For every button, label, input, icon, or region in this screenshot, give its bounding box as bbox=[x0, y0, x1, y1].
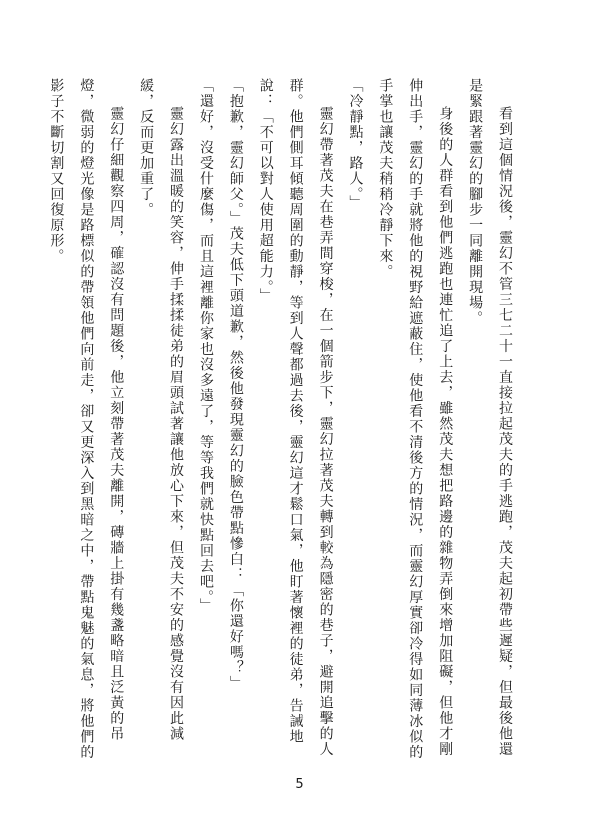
paragraph-1: 看到這個情況後，靈幻不管三七二十一直接拉起茂夫的手逃跑，茂夫起初帶些遲疑，但最後他還是緊跟著靈幻的腳步一同離開現場。 bbox=[467, 78, 513, 757]
page-number: 5 bbox=[295, 777, 304, 792]
paragraph-7: 靈幻露出溫暖的笑容，伸手揉揉徒弟的眉頭試著讓他放心下來，但茂夫不安的感覺沒有因此減緩，反而更加重了。 bbox=[138, 78, 185, 742]
paragraph-3: 「冷靜點，路人。」 bbox=[347, 78, 364, 211]
paragraph-6: 「還好，沒受什麼傷，而且這裡離你家也沒多遠了，等等我們就快點回去吧。」 bbox=[197, 78, 214, 614]
paragraph-5: 「抱歉，靈幻師父。」茂夫低下頭道歉，然後他發現靈幻的臉色帶點慘白：「你還好嗎？」 bbox=[227, 78, 244, 691]
body-text-column-block bbox=[41, 78, 520, 772]
paragraph-4: 靈幻帶著茂夫在巷弄間穿梭，在一個箭步下，靈幻拉著茂夫轉到較為隱密的巷子，避開追擊的人群。他們側耳傾聽周圍的動靜，等到人聲都過去後，靈幻這才鬆口氣，他盯著懷裡的徒弟，告誡地說：「不可以對人使用超能力。」 bbox=[257, 78, 334, 757]
paragraph-2: 身後的人群看到他們逃跑也連忙追了上去，雖然茂夫想把路邊的雜物弄倒來增加阻礙，但他才剛伸出手，靈幻的手就將他的視野給遮蔽住，使他看不清後方的情況，而靈幻厚實卻冷得如同薄冰似的手掌也讓茂夫稍稍冷靜下來。 bbox=[377, 78, 454, 760]
paragraph-8: 靈幻仔細觀察四周，確認沒有問題後，他立刻帶著茂夫離開，磚牆上掛有幾盞略暗且泛黃的吊燈，微弱的燈光像是路標似的帶領他們向前走，卻又更深入到黑暗之中，帶點鬼魅的氣息，將他們的影子不斷切割又回復原形。 bbox=[48, 78, 125, 760]
